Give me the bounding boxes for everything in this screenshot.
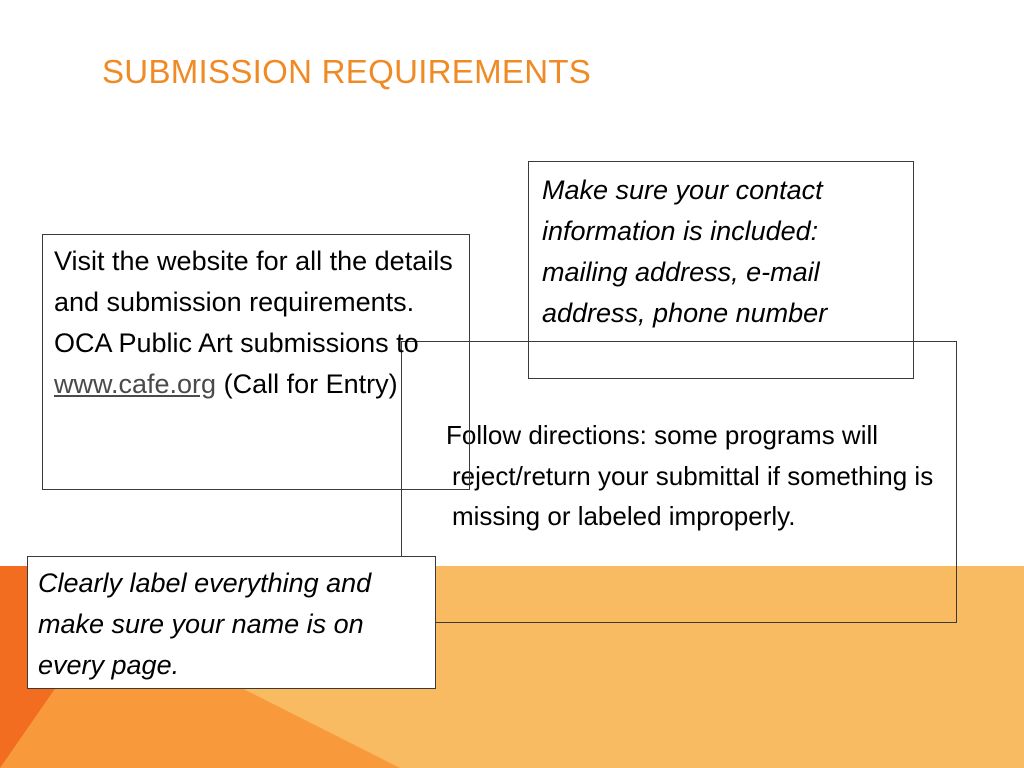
contact-info-box xyxy=(528,161,914,379)
website-text-before: Visit the website for all the details and submission requirements. OCA Public Art submissions to xyxy=(54,246,453,358)
website-info-box xyxy=(42,234,470,490)
label-everything-box xyxy=(27,556,436,689)
follow-directions-text: Follow directions: some programs will reject/return your submittal if something is missing or labeled improperly. xyxy=(446,420,934,531)
contact-info-text: Make sure your contact information is included: mailing address, e-mail address, phone number xyxy=(542,175,828,328)
cafe-link[interactable]: www.cafe.org xyxy=(54,369,217,399)
label-everything-text: Clearly label everything and make sure your name is on every page. xyxy=(38,568,372,680)
website-text-after: (Call for Entry) xyxy=(216,369,398,399)
slide-title: SUBMISSION REQUIREMENTS xyxy=(102,53,592,90)
